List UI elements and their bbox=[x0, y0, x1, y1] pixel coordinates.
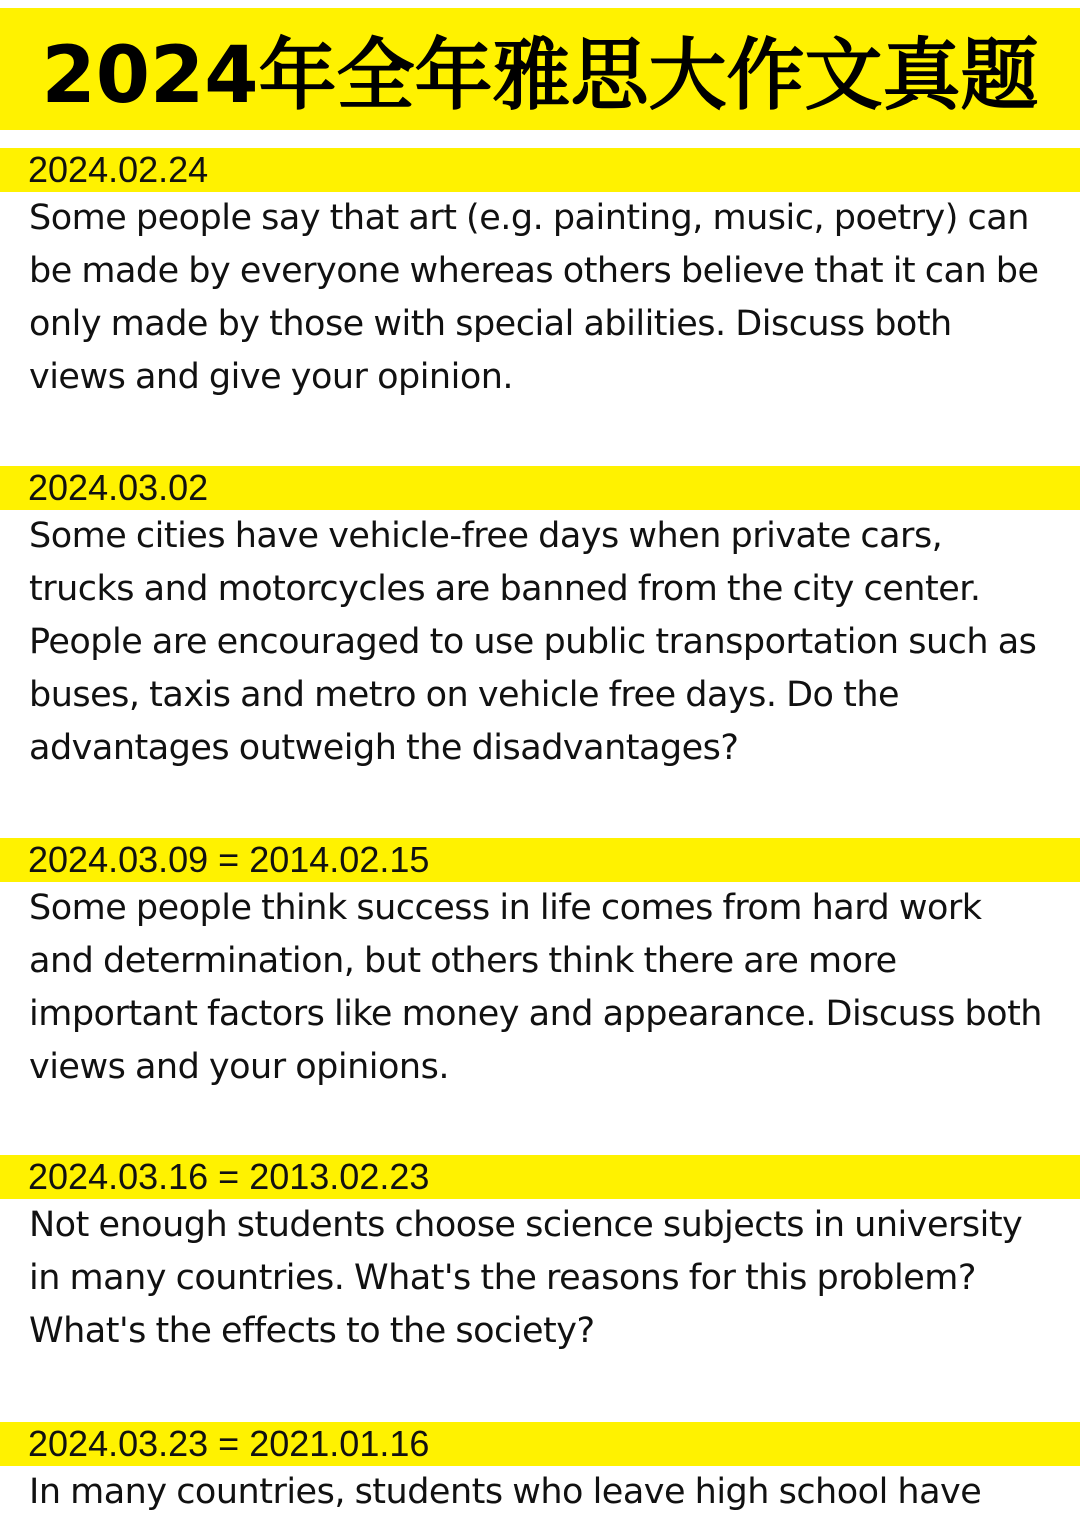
title-banner bbox=[0, 8, 1080, 130]
date-label: 2024.03.02 bbox=[0, 466, 1080, 510]
question-entry bbox=[0, 1155, 1080, 1358]
page-title: 2024年全年雅思大作文真题 bbox=[41, 31, 1039, 121]
question-text: Not enough students choose science subjects in university in many countries. What's the reasons for this problem? What's the effects to the society? bbox=[29, 1205, 1023, 1351]
question-text: In many countries, students who leave high school have bbox=[29, 1472, 982, 1512]
question-entry bbox=[0, 466, 1080, 775]
date-label: 2024.03.23 = 2021.01.16 bbox=[0, 1422, 1080, 1466]
question-entry bbox=[0, 838, 1080, 1094]
question-entry bbox=[0, 148, 1080, 404]
date-label: 2024.03.09 = 2014.02.15 bbox=[0, 838, 1080, 882]
question-text: Some people think success in life comes from hard work and determination, but others think there are more important factors like money and appearance. Discuss both views and your opinions. bbox=[29, 888, 1042, 1087]
question-text: Some cities have vehicle-free days when private cars, trucks and motorcycles are banned from the city center. People are encouraged to use public transportation such as buses, taxis and metro on vehicle free days. Do the advantages outweigh the disadvantages? bbox=[29, 516, 1037, 768]
date-label: 2024.03.16 = 2013.02.23 bbox=[0, 1155, 1080, 1199]
question-entry bbox=[0, 1422, 1080, 1519]
question-text: Some people say that art (e.g. painting, music, poetry) can be made by everyone whereas others believe that it can be only made by those with special abilities. Discuss both views and give your opinion. bbox=[29, 198, 1039, 397]
date-label: 2024.02.24 bbox=[0, 148, 1080, 192]
